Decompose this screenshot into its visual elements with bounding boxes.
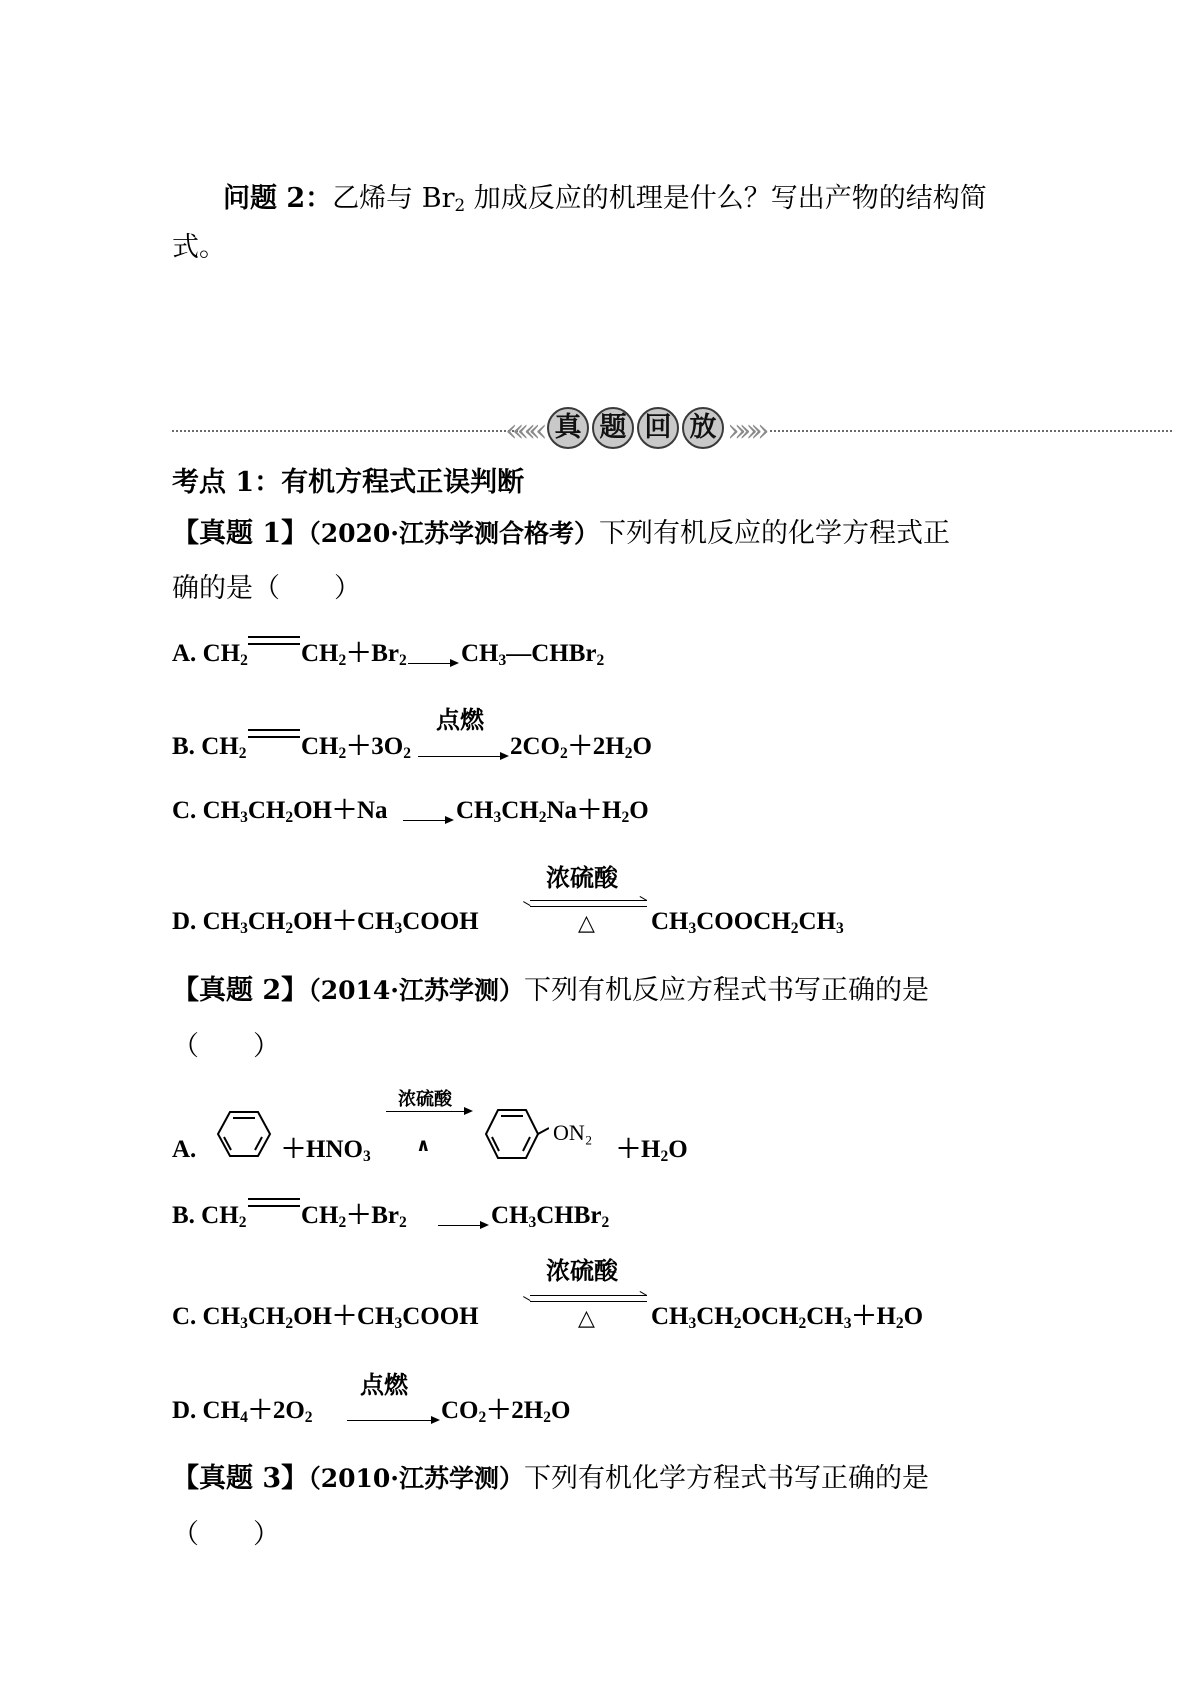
banner-char-2: 题	[592, 407, 634, 449]
problem-2-text: 下列有机反应方程式书写正确的是	[523, 975, 929, 1006]
problem-2-label: 【真题 2】	[172, 975, 309, 1006]
p2-option-d: D. $CH_4+2O_2$	[172, 1397, 313, 1426]
p1-option-a-product: $CH_3—CHBr_2$	[461, 640, 605, 669]
reversible-arrow-hook	[637, 1291, 647, 1300]
p2-option-b: B. $CH_2$	[172, 1202, 247, 1231]
option-letter: D.	[172, 908, 197, 935]
arrow-head-icon	[445, 816, 454, 824]
reversible-arrow-icon	[530, 1295, 647, 1296]
problem-1-text: 下列有机反应的化学方程式正	[598, 518, 950, 549]
reversible-arrow-lower	[530, 1301, 647, 1302]
p2-d-condition: 点燃	[360, 1370, 408, 1399]
p1-option-d: D. $CH_3CH_2OH+CH_3COOH$	[172, 908, 479, 937]
p1-option-c: C. $CH_3CH_2OH+Na$	[172, 797, 388, 826]
double-bond-icon	[248, 636, 300, 645]
arrow-head-icon	[500, 752, 509, 760]
p1-d-heat: △	[578, 910, 595, 936]
banner-divider-right	[770, 430, 1172, 432]
p2-option-c: C. $CH_3CH_2OH+CH_3COOH$	[172, 1303, 479, 1332]
p2-a-condition: 浓硫酸	[398, 1089, 452, 1110]
reaction-arrow-icon	[438, 1225, 481, 1226]
section-title: 考点 1：有机方程式正误判断	[172, 467, 525, 498]
problem-1-line-1	[172, 511, 950, 550]
banner-char-3: 回	[637, 407, 679, 449]
double-bond-icon	[248, 1198, 300, 1207]
p2-option-a-product: $+H_2O$	[616, 1136, 688, 1165]
p2-option-b-rest: $CH_2+Br_2$	[301, 1202, 407, 1231]
p2-option-a-reagent: $+HNO_3$	[281, 1136, 371, 1165]
banner-char-1: 真	[547, 407, 589, 449]
question-2-text: 乙烯与 Br	[332, 183, 455, 214]
reaction-arrow-icon	[408, 663, 451, 664]
p1-option-c-product: $CH_3CH_2Na+H_2O$	[456, 797, 649, 826]
question-2-line-2: 式。	[172, 232, 226, 263]
p2-c-heat: △	[578, 1305, 595, 1331]
question-2-line-1	[223, 183, 987, 215]
reaction-arrow-icon	[403, 820, 446, 821]
arrow-head-icon	[480, 1221, 489, 1229]
reaction-arrow-icon	[347, 1420, 432, 1421]
problem-3-text: 下列有机化学方程式书写正确的是	[523, 1463, 929, 1494]
arrow-head-icon	[431, 1416, 440, 1424]
problem-3-line-1	[172, 1456, 929, 1495]
option-letter: C.	[172, 797, 197, 824]
p2-option-a: A.	[172, 1136, 197, 1163]
reaction-arrow-icon	[418, 756, 501, 757]
p1-option-b-rest: $CH_2+3O_2$	[301, 733, 411, 762]
problem-1-source: （2020·江苏学测合格考）	[308, 519, 599, 548]
banner-right-chevrons-icon: »»»	[727, 411, 762, 449]
p2-option-c-product: $CH_3CH_2OCH_2CH_3+H_2O$	[651, 1303, 924, 1332]
p2-a-heat: ∧	[416, 1135, 431, 1156]
benzene-ring-icon	[216, 1109, 272, 1159]
reversible-arrow-lower	[530, 906, 647, 907]
p1-d-condition: 浓硫酸	[546, 863, 618, 892]
nitro-group-label: ON₂	[553, 1120, 593, 1145]
problem-3-label: 【真题 3】	[172, 1463, 309, 1494]
problem-1-label: 【真题 1】	[172, 518, 309, 549]
p1-option-a-rest: $CH_2+Br_2$	[301, 640, 407, 669]
arrow-head-icon	[464, 1107, 473, 1115]
subscript: 2	[454, 195, 466, 216]
problem-2-line-2: （ ）	[172, 1031, 280, 1062]
p1-option-b-product: $2CO_2+2H_2O$	[510, 733, 652, 762]
p2-option-d-product: $CO_2+2H_2O$	[441, 1397, 571, 1426]
p1-option-a: A. $CH_2$	[172, 640, 248, 669]
reversible-arrow-hook	[637, 896, 647, 905]
arrow-head-icon	[450, 659, 459, 667]
question-2-label: 问题 2：	[223, 183, 333, 214]
banner-divider-left	[172, 430, 518, 432]
reversible-arrow-hook	[523, 897, 533, 906]
option-letter: A.	[172, 640, 197, 667]
p1-option-b: B. $CH_2$	[172, 733, 247, 762]
question-2-text-cont: 加成反应的机理是什么？写出产物的结构简	[465, 183, 987, 214]
problem-3-line-2: （ ）	[172, 1519, 280, 1550]
p2-option-b-product: $CH_3CHBr_2$	[491, 1202, 610, 1231]
reversible-arrow-hook	[523, 1292, 533, 1301]
problem-3-source: （2010·江苏学测）	[308, 1464, 524, 1493]
nitrobenzene-icon	[484, 1106, 549, 1162]
reaction-arrow-icon	[386, 1111, 466, 1112]
banner-char-4: 放	[682, 407, 724, 449]
p1-b-condition: 点燃	[436, 705, 484, 734]
reversible-arrow-icon	[530, 900, 647, 901]
option-letter: B.	[172, 733, 195, 760]
double-bond-icon	[248, 729, 300, 738]
p2-c-condition: 浓硫酸	[546, 1256, 618, 1285]
problem-2-line-1	[172, 968, 929, 1007]
p1-option-d-product: $CH_3COOCH_2CH_3$	[651, 908, 844, 937]
problem-1-line-2: 确的是（ ）	[172, 573, 361, 604]
banner-left-chevrons-icon: «««	[505, 411, 540, 449]
problem-2-source: （2014·江苏学测）	[308, 976, 524, 1005]
